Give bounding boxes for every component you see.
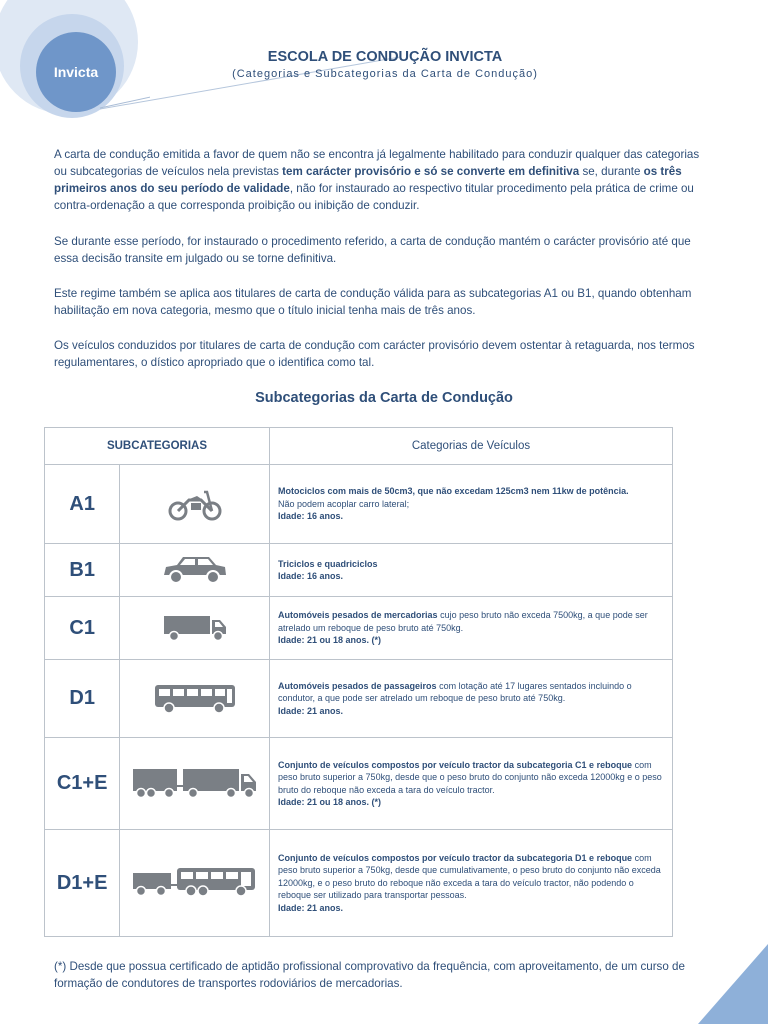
table-row: [45, 597, 673, 660]
category-description: Automóveis pesados de mercadorias cujo peso bruto não exceda 7500kg, a que pode ser atrelado um reboque de peso bruto até 750kg. Idade: 21 ou 18 anos. (*): [270, 597, 673, 660]
table-row: [45, 830, 673, 937]
logo-text: Invicta: [53, 64, 99, 80]
footnote: (*) Desde que possua certificado de aptidão profissional comprovativo da frequência, com aproveitamento, de um curso de formação de condutores de transportes rodoviários de mercadorias.: [54, 960, 685, 990]
intro-paragraph-2: Se durante esse período, for instaurado o procedimento referido, a carta de condução mantém o carácter provisório até que essa decisão transite em julgado ou se torne definitiva.: [54, 235, 691, 265]
page-title: ESCOLA DE CONDUÇÃO INVICTA: [267, 49, 503, 65]
header-categorias: Categorias de Veículos: [270, 428, 673, 465]
table-row: [45, 544, 673, 597]
subcategory-code: D1+E: [45, 830, 120, 937]
page-subtitle: (Categorias e Subcategorias da Carta de Condução): [232, 68, 538, 80]
category-description: Automóveis pesados de passageiros com lotação até 17 lugares sentados incluindo o condutor, a que pode ser atrelado um reboque de peso bruto até 750kg. Idade: 21 anos.: [270, 660, 673, 738]
table-header-row: [45, 428, 673, 465]
intro-paragraph-3: Este regime também se aplica aos titulares de carta de condução válida para as subcategorias A1 ou B1, quando obtenham habilitação em nova categoria, mesmo que o título inicial tenha mais de três anos.: [54, 287, 692, 317]
intro-paragraph-1: A carta de condução emitida a favor de quem não se encontra já legalmente habilitado para conduzir qualquer das categorias ou subcategorias de veículos nela previstas tem carácter provisório e só se converte em definitiva se, durante os três primeiros anos do seu período de validade, não for instaurado ao respectivo titular procedimento pela prática de crime ou contra-ordenação a que corresponda proibição ou inibição de conduzir.: [54, 148, 700, 212]
truck-trailer-icon: [131, 766, 259, 802]
category-description: Conjunto de veículos compostos por veículo tractor da subcategoria C1 e reboque com peso bruto superior a 750kg, desde que o peso bruto do conjunto não exceda 12000kg e o peso bruto do reboque não exceda a tara do veículo tractor. Idade: 21 ou 18 anos. (*): [270, 738, 673, 830]
subcategories-table: [44, 427, 673, 937]
category-description: Triciclos e quadriciclos Idade: 16 anos.: [270, 544, 673, 597]
table-row: [45, 465, 673, 544]
intro-paragraph-4: Os veículos conduzidos por titulares de carta de condução com carácter provisório devem ostentar à retaguarda, nos termos regulamentares, o dístico apropriado que o identifica como tal.: [54, 339, 695, 369]
corner-decoration: [698, 944, 768, 1024]
table-row: [45, 738, 673, 830]
header-subcategorias: SUBCATEGORIAS: [45, 428, 270, 465]
subcategory-code: C1: [45, 597, 120, 660]
subcategory-code: C1+E: [45, 738, 120, 830]
bus-trailer-icon: [131, 865, 259, 901]
section-title: Subcategorias da Carta de Condução: [255, 390, 513, 406]
motorcycle-icon: [167, 486, 223, 522]
category-description: Conjunto de veículos compostos por veículo tractor da subcategoria D1 e reboque com peso bruto superior a 750kg, desde que cumulativamente, o peso bruto do conjunto não exceda 12000kg, e o peso bruto do reboque não exceda a tara do veículo tractor, não podendo o reboque ser utilizado para transportar pessoas. Idade: 21 anos.: [270, 830, 673, 937]
bus-icon: [153, 682, 237, 716]
truck-icon: [162, 613, 228, 643]
category-description: Motociclos com mais de 50cm3, que não excedam 125cm3 nem 11kw de potência. Não podem acoplar carro lateral; Idade: 16 anos.: [270, 465, 673, 544]
subcategory-code: B1: [45, 544, 120, 597]
subcategory-code: A1: [45, 465, 120, 544]
table-row: [45, 660, 673, 738]
car-icon: [161, 553, 229, 587]
subcategory-code: D1: [45, 660, 120, 738]
